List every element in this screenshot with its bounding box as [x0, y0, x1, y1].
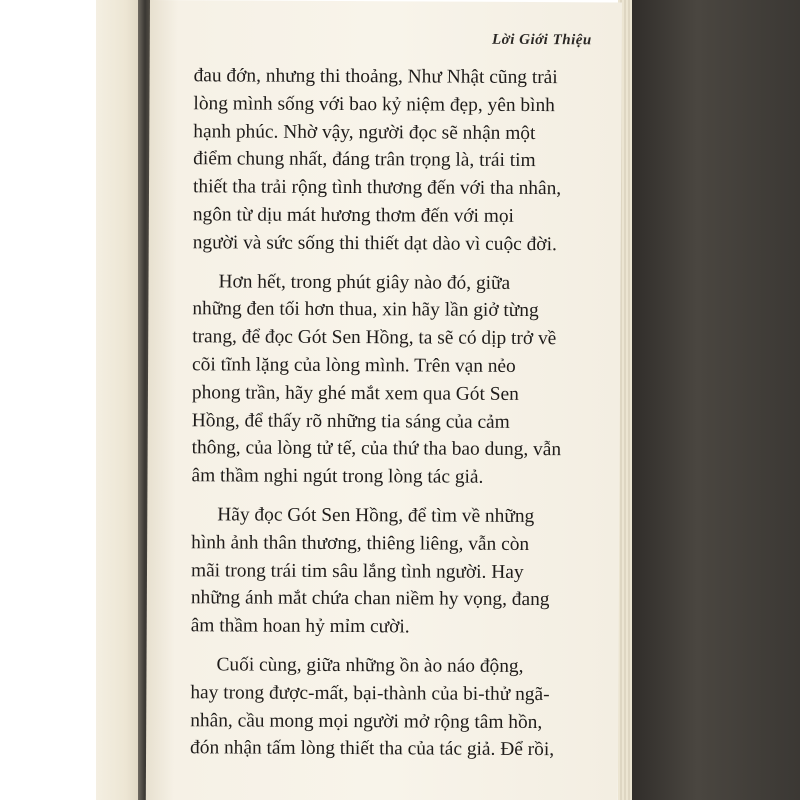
text-line: thiết tha trải rộng tình thương đến với tha nhân, — [192, 176, 562, 200]
running-header: Lời Giới Thiệu — [491, 31, 592, 49]
text-line: âm thầm hoan hỷ mỉm cười. — [190, 615, 410, 638]
text-line: âm thầm nghi ngút trong lòng tác giả. — [191, 465, 484, 488]
text-line: thông, của lòng tử tế, của thứ tha bao dung, vẫn — [191, 437, 562, 461]
paragraph-1 — [193, 62, 594, 259]
text-line: lòng mình sống với bao kỷ niệm đẹp, yên bình — [193, 93, 555, 116]
text-line: điểm chung nhất, đáng trân trọng là, trái tim — [193, 148, 536, 172]
text-line: người và sức sống thi thiết dạt dào vì cuộc đời. — [192, 232, 557, 255]
text-line: hạnh phúc. Nhờ vậy, người đọc sẽ nhận một — [193, 120, 536, 144]
text-line: cõi tĩnh lặng của lòng mình. Trên vạn nẻo — [192, 354, 516, 377]
page-body — [190, 62, 594, 775]
text-line: những đen tối hơn thua, xin hãy lần giở từng — [192, 298, 539, 322]
text-line: trang, để đọc Gót Sen Hồng, ta sẽ có dịp trở về — [192, 326, 557, 350]
background-surface — [628, 0, 800, 800]
text-line: phong trần, hãy ghé mắt xem qua Gót Sen — [191, 381, 519, 405]
paragraph-2 — [191, 268, 592, 492]
text-line: Cuối cùng, giữa những ồn ào náo động, — [216, 654, 524, 677]
book-page — [146, 0, 622, 800]
text-line: hay trong được-mất, bại-thành của bi-thử ngã- — [190, 681, 550, 705]
text-line: những ánh mắt chứa chan niềm hy vọng, đang — [190, 587, 550, 611]
text-line: mãi trong trái tim sâu lắng tình người. Hay — [190, 559, 524, 583]
text-line: đau đớn, nhưng thi thoảng, Như Nhật cũng trải — [193, 65, 558, 89]
paragraph-4 — [190, 651, 591, 764]
text-line: Hãy đọc Gót Sen Hồng, để tìm về những — [217, 504, 535, 527]
text-line: Hồng, để thấy rõ những tia sáng của cảm — [191, 409, 510, 433]
text-line: đón nhận tấm lòng thiết tha của tác giả. Để rồi, — [190, 737, 555, 761]
text-line: Hơn hết, trong phút giây nào đó, giữa — [218, 270, 511, 294]
text-line: hình ảnh thân thương, thiêng liêng, vẫn còn — [191, 531, 530, 555]
paragraph-3 — [191, 501, 592, 642]
text-line: ngôn từ dịu mát hương thơm đến với mọi — [192, 204, 515, 227]
text-line: nhân, cầu mong mọi người mở rộng tâm hồn, — [190, 709, 543, 733]
